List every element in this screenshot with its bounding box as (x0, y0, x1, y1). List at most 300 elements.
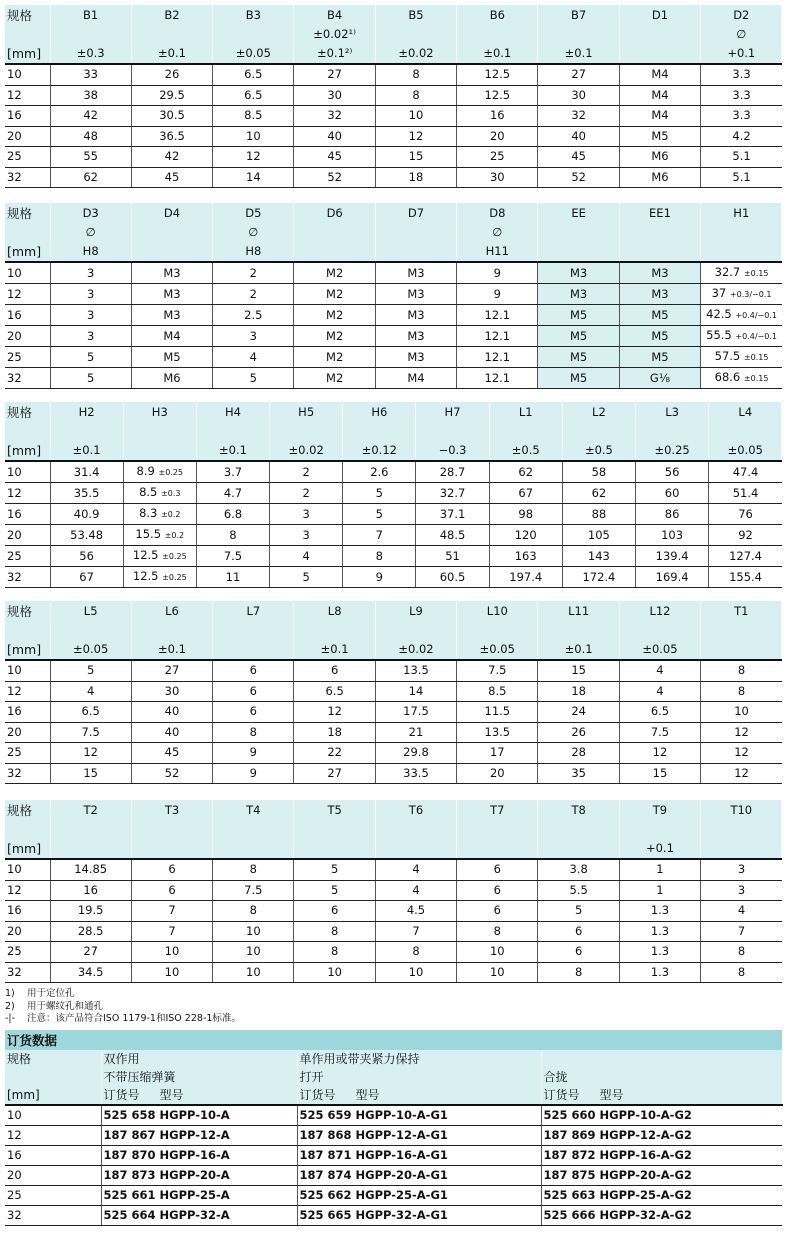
column-header (5, 5, 50, 64)
header-name: T2 (83, 803, 98, 817)
value-cell: 172.4 (562, 567, 635, 588)
header-unit: ±0.1 (483, 46, 512, 60)
order-cell (101, 1105, 297, 1126)
value-cell: M3 (131, 284, 212, 305)
dimension-table-5 (5, 800, 782, 983)
value-cell: 4 (375, 859, 456, 880)
table-row (5, 743, 782, 764)
value-cell: 53.48 (50, 525, 123, 546)
order-group2-close-header (541, 1050, 782, 1105)
header-sub (376, 25, 456, 44)
value-cell: 1.3 (619, 921, 700, 942)
table-row (5, 305, 782, 326)
column-header (294, 203, 375, 262)
value-cell: M3 (131, 305, 212, 326)
part-number: 525 664 (103, 1208, 156, 1222)
value-cell: 98 (489, 504, 562, 525)
value-tolerance: ±0.15 (743, 269, 769, 278)
header-name: L9 (409, 604, 423, 618)
value-main: 42.5 (706, 307, 736, 321)
value-cell: 30 (538, 85, 619, 106)
value-cell: 9 (343, 567, 416, 588)
order-row (5, 1126, 782, 1146)
header-sub (213, 25, 293, 44)
column-header (131, 800, 212, 859)
table-row (5, 504, 782, 525)
header-name: L6 (165, 604, 179, 618)
part-number: 187 870 (103, 1148, 156, 1162)
value-cell: 56 (636, 461, 709, 483)
size-cell: 25 (5, 942, 50, 963)
header-sub (7, 621, 50, 640)
value-cell: 6.5 (213, 85, 294, 106)
header-sub: ∅ (492, 225, 503, 239)
value-cell: M6 (619, 147, 700, 168)
value-cell: 5 (343, 483, 416, 504)
value-tolerance: +0.4/−0.1 (735, 311, 777, 320)
order-cell: 32 (5, 1206, 101, 1226)
header-name: B3 (245, 8, 261, 22)
value-cell: 7.5 (213, 880, 294, 901)
value-cell: 9 (457, 284, 538, 305)
value-cell: 8 (213, 722, 294, 743)
value-cell: 2.5 (213, 305, 294, 326)
order-cell (541, 1105, 782, 1126)
header-sub (376, 820, 456, 839)
header-name: B6 (489, 8, 505, 22)
value-cell: 3 (213, 326, 294, 347)
table-row (5, 126, 782, 147)
type-code: HGPP-10-A-G2 (599, 1108, 692, 1122)
value-cell: 139.4 (636, 546, 709, 567)
value-cell: 14 (213, 167, 294, 188)
header-name: B4 (327, 8, 343, 22)
header-name: L3 (665, 405, 679, 419)
column-header (701, 800, 782, 859)
header-sub (620, 820, 700, 839)
order-cell (297, 1105, 541, 1126)
header-sub (620, 223, 700, 242)
part-number: 187 868 (299, 1128, 352, 1142)
value-cell: 6 (457, 880, 538, 901)
value-cell: 8 (375, 64, 456, 85)
header-sub (457, 820, 537, 839)
value-cell: 5 (538, 901, 619, 922)
order-row (5, 1105, 782, 1126)
value-cell (701, 262, 782, 284)
size-cell: 25 (5, 147, 50, 168)
value-cell: 1.3 (619, 942, 700, 963)
header-unit: [mm] (7, 244, 42, 259)
header-sub (213, 820, 293, 839)
column-header (213, 601, 294, 660)
type-code: HGPP-20-A-G2 (599, 1168, 692, 1182)
value-cell: 52 (294, 167, 375, 188)
order-group1-header (101, 1050, 297, 1105)
column-header (375, 5, 456, 64)
value-cell: 6 (213, 660, 294, 681)
order-cell (297, 1146, 541, 1166)
value-cell: 32.7 (416, 483, 489, 504)
value-cell: 8 (701, 942, 782, 963)
header-unit (701, 242, 781, 261)
header-name: H1 (733, 206, 750, 220)
value-tolerance: ±0.25 (162, 552, 187, 561)
header-unit (51, 839, 131, 858)
header-name: L4 (738, 405, 753, 419)
value-cell: M3 (375, 347, 456, 368)
value-cell: 4.2 (701, 126, 782, 147)
header-unit (701, 839, 781, 858)
value-cell: 42 (50, 106, 131, 127)
value-cell: 62 (50, 167, 131, 188)
value-cell: 3.8 (538, 859, 619, 880)
value-cell: 26 (131, 64, 212, 85)
header-name: 规格 (7, 8, 33, 23)
value-cell: 18 (538, 681, 619, 702)
table-row (5, 64, 782, 85)
table-row (5, 763, 782, 784)
part-number: 525 662 (299, 1188, 352, 1202)
value-cell: 13.5 (457, 722, 538, 743)
table-row (5, 681, 782, 702)
order-cell: 12 (5, 1126, 101, 1146)
order-cell (297, 1206, 541, 1226)
order-cell (101, 1166, 297, 1186)
table-row (5, 368, 782, 389)
value-cell: 32 (294, 106, 375, 127)
value-cell: 10 (131, 962, 212, 983)
header-name: D5 (245, 206, 262, 220)
value-cell: 67 (489, 483, 562, 504)
column-header (131, 5, 212, 64)
column-header (294, 5, 375, 64)
order-data-table (5, 1030, 783, 1226)
header-name: D7 (407, 206, 425, 220)
header-name: EE (571, 206, 586, 220)
value-cell: 10 (213, 126, 294, 147)
value-cell: 60.5 (416, 567, 489, 588)
value-cell: 3 (50, 284, 131, 305)
table-row (5, 880, 782, 901)
value-cell: 12 (50, 743, 131, 764)
value-cell: 40 (131, 722, 212, 743)
column-header (457, 203, 538, 262)
order-cell: 25 (5, 1186, 101, 1206)
header-sub (538, 25, 618, 44)
size-cell: 12 (5, 85, 50, 106)
header-sub: ∅ (736, 27, 747, 41)
order-cell (297, 1166, 541, 1186)
value-tolerance: +0.3/−0.1 (729, 290, 772, 299)
column-header (375, 203, 456, 262)
part-number: 187 867 (103, 1128, 156, 1142)
value-cell: 4 (50, 681, 131, 702)
value-cell: 5 (343, 504, 416, 525)
value-cell (123, 461, 196, 483)
header-sub (132, 820, 212, 839)
header-sub (620, 621, 700, 640)
header-name: L1 (518, 405, 533, 419)
type-label: 型号 (355, 1088, 380, 1102)
order-cell (101, 1186, 297, 1206)
value-cell (123, 504, 196, 525)
column-header (50, 601, 131, 660)
value-cell: 8 (343, 546, 416, 567)
value-cell: 10 (131, 942, 212, 963)
value-cell: 120 (489, 525, 562, 546)
value-cell: 7 (131, 901, 212, 922)
header-name: H4 (224, 405, 241, 419)
header-sub (51, 820, 131, 839)
value-cell: 3 (50, 326, 131, 347)
size-cell: 16 (5, 305, 50, 326)
part-number: 187 871 (299, 1148, 352, 1162)
footnote-mark: 1) (5, 988, 15, 999)
value-cell (701, 326, 782, 347)
value-cell: 8 (294, 921, 375, 942)
type-code: HGPP-25-A-G1 (355, 1188, 448, 1202)
order-cell (297, 1126, 541, 1146)
header-name: 规格 (7, 604, 33, 619)
dimension-table-1 (5, 5, 782, 188)
value-cell: 52 (131, 763, 212, 784)
header-sub (51, 621, 131, 640)
type-code: HGPP-32-A (159, 1208, 230, 1222)
value-cell: 48 (50, 126, 131, 147)
value-cell: 10 (701, 702, 782, 723)
value-cell: 86 (636, 504, 709, 525)
table-row (5, 85, 782, 106)
column-header (619, 5, 700, 64)
value-cell: M2 (294, 284, 375, 305)
value-cell: 38 (50, 85, 131, 106)
header-unit: ±0.02 (288, 443, 324, 457)
value-cell: 6.5 (294, 681, 375, 702)
order-cell (541, 1206, 782, 1226)
type-code: HGPP-16-A-G2 (599, 1148, 692, 1162)
footnote-2 (5, 1001, 241, 1014)
value-cell: M3 (375, 262, 456, 284)
value-cell: 5.1 (701, 147, 782, 168)
size-cell: 12 (5, 681, 50, 702)
value-cell: 5 (50, 347, 131, 368)
value-cell: 7 (343, 525, 416, 546)
header-unit: ±0.05 (479, 642, 515, 656)
header-name: D6 (326, 206, 343, 220)
header-name: 规格 (7, 206, 33, 221)
header-name: T3 (164, 803, 180, 817)
dimension-table-3 (5, 402, 782, 588)
size-cell: 16 (5, 702, 50, 723)
dimension-table-2 (5, 203, 782, 389)
column-header (270, 402, 343, 461)
value-cell: 4.7 (196, 483, 269, 504)
column-header (5, 203, 50, 262)
table-row (5, 859, 782, 880)
header-name: T10 (730, 803, 753, 817)
value-cell: 6.5 (213, 64, 294, 85)
value-cell: 16 (457, 106, 538, 127)
value-cell: M2 (294, 326, 375, 347)
header-sub (457, 25, 537, 44)
value-cell: 2 (270, 461, 343, 483)
order-cell (101, 1126, 297, 1146)
header-unit: H8 (82, 244, 99, 258)
value-cell (701, 284, 782, 305)
header-sub (124, 422, 196, 441)
value-cell: 155.4 (709, 567, 782, 588)
value-cell: M3 (538, 284, 619, 305)
value-cell (701, 368, 782, 389)
value-cell: M2 (294, 368, 375, 389)
header-sub (270, 422, 342, 441)
header-unit: ±0.1 (219, 443, 247, 457)
value-cell: 31.4 (50, 461, 123, 483)
value-cell: 8 (538, 962, 619, 983)
column-header (457, 800, 538, 859)
header-unit: ±0.05 (73, 642, 109, 656)
value-cell: 3.3 (701, 64, 782, 85)
value-cell: 26 (538, 722, 619, 743)
value-cell: 88 (562, 504, 635, 525)
value-cell (701, 305, 782, 326)
header-unit: ±0.05 (727, 443, 763, 457)
column-header (538, 5, 619, 64)
header-name: D8 (489, 206, 506, 220)
header-sub (563, 422, 635, 441)
header-name: L8 (327, 604, 342, 618)
value-cell: 12 (375, 126, 456, 147)
column-header (5, 800, 50, 859)
column-header (619, 203, 700, 262)
value-cell: 12 (701, 722, 782, 743)
column-header (562, 402, 635, 461)
header-name: H5 (298, 405, 315, 419)
value-cell: 4 (619, 660, 700, 681)
value-cell: 29.8 (375, 743, 456, 764)
value-cell: 11 (196, 567, 269, 588)
value-cell: 34.5 (50, 962, 131, 983)
header-unit: ±0.1 (564, 46, 593, 60)
table-row (5, 921, 782, 942)
value-cell: 3.3 (701, 106, 782, 127)
header-name: H2 (78, 405, 95, 419)
header-unit: ±0.1 (564, 642, 593, 656)
column-header (416, 402, 489, 461)
header-unit: −0.3 (438, 443, 467, 457)
value-cell: 5 (50, 660, 131, 681)
table-row (5, 147, 782, 168)
footnotes (5, 988, 241, 1026)
header-sub (51, 25, 131, 44)
table-row (5, 347, 782, 368)
header-sub (701, 820, 781, 839)
value-cell: 40 (538, 126, 619, 147)
column-header (5, 402, 50, 461)
value-cell: 4 (270, 546, 343, 567)
column-header (375, 601, 456, 660)
order-cell (541, 1166, 782, 1186)
value-main: 32.7 (714, 265, 744, 279)
header-sub (620, 25, 700, 44)
column-header (50, 402, 123, 461)
value-cell: 8 (375, 85, 456, 106)
value-cell: 12 (701, 763, 782, 784)
header-sub (538, 223, 618, 242)
value-cell: 10 (375, 106, 456, 127)
value-cell: G⅛ (619, 368, 700, 389)
value-main: 8.5 (139, 485, 162, 499)
partno-label: 订货号 (103, 1088, 140, 1102)
value-cell: M2 (294, 305, 375, 326)
value-cell: 9 (457, 262, 538, 284)
table-row (5, 660, 782, 681)
value-cell: M2 (294, 262, 375, 284)
value-cell: 35.5 (50, 483, 123, 504)
header-name: L11 (568, 604, 590, 618)
header-name: T6 (408, 803, 424, 817)
footnote-3 (5, 1013, 241, 1026)
type-code: HGPP-12-A-G2 (599, 1128, 692, 1142)
value-cell: M4 (131, 326, 212, 347)
value-main: 12.5 (132, 548, 163, 562)
type-code: HGPP-12-A-G1 (355, 1128, 448, 1142)
value-cell: 9 (213, 763, 294, 784)
header-sub (538, 820, 618, 839)
group1-label: 双作用 (103, 1052, 140, 1066)
value-cell: M3 (375, 284, 456, 305)
value-cell: 14.85 (50, 859, 131, 880)
header-name: D2 (733, 8, 750, 22)
type-code: HGPP-32-A-G1 (355, 1208, 448, 1222)
value-cell: 9 (213, 743, 294, 764)
value-main: 15.5 (135, 527, 165, 541)
value-cell: M4 (619, 85, 700, 106)
header-sub (457, 621, 537, 640)
value-cell: 3 (270, 525, 343, 546)
value-cell: M3 (619, 284, 700, 305)
header-sub (7, 25, 50, 44)
header-sub (51, 422, 123, 441)
value-cell: 12.5 (457, 85, 538, 106)
size-cell: 16 (5, 504, 50, 525)
value-cell: 40.9 (50, 504, 123, 525)
header-sub: ±0.02¹⁾ (313, 27, 356, 41)
value-cell: 48.5 (416, 525, 489, 546)
order-cell: 20 (5, 1166, 101, 1186)
value-cell: 25 (457, 147, 538, 168)
column-header (457, 601, 538, 660)
value-cell: 10 (213, 921, 294, 942)
value-cell: 15 (50, 763, 131, 784)
value-cell: 2 (213, 284, 294, 305)
value-cell: 10 (213, 962, 294, 983)
value-cell: 1.3 (619, 901, 700, 922)
header-unit: ±0.3 (76, 46, 105, 60)
table-row (5, 942, 782, 963)
header-sub (213, 621, 293, 640)
header-unit: ±0.25 (654, 443, 690, 457)
part-number: 525 663 (543, 1188, 596, 1202)
value-cell: 51 (416, 546, 489, 567)
part-number: 525 659 (299, 1108, 352, 1122)
part-number: 525 665 (299, 1208, 352, 1222)
value-cell: 10 (213, 942, 294, 963)
footnote-text: 用于螺纹孔和通孔 (27, 1000, 104, 1012)
value-cell: M5 (619, 305, 700, 326)
value-cell: 51.4 (709, 483, 782, 504)
